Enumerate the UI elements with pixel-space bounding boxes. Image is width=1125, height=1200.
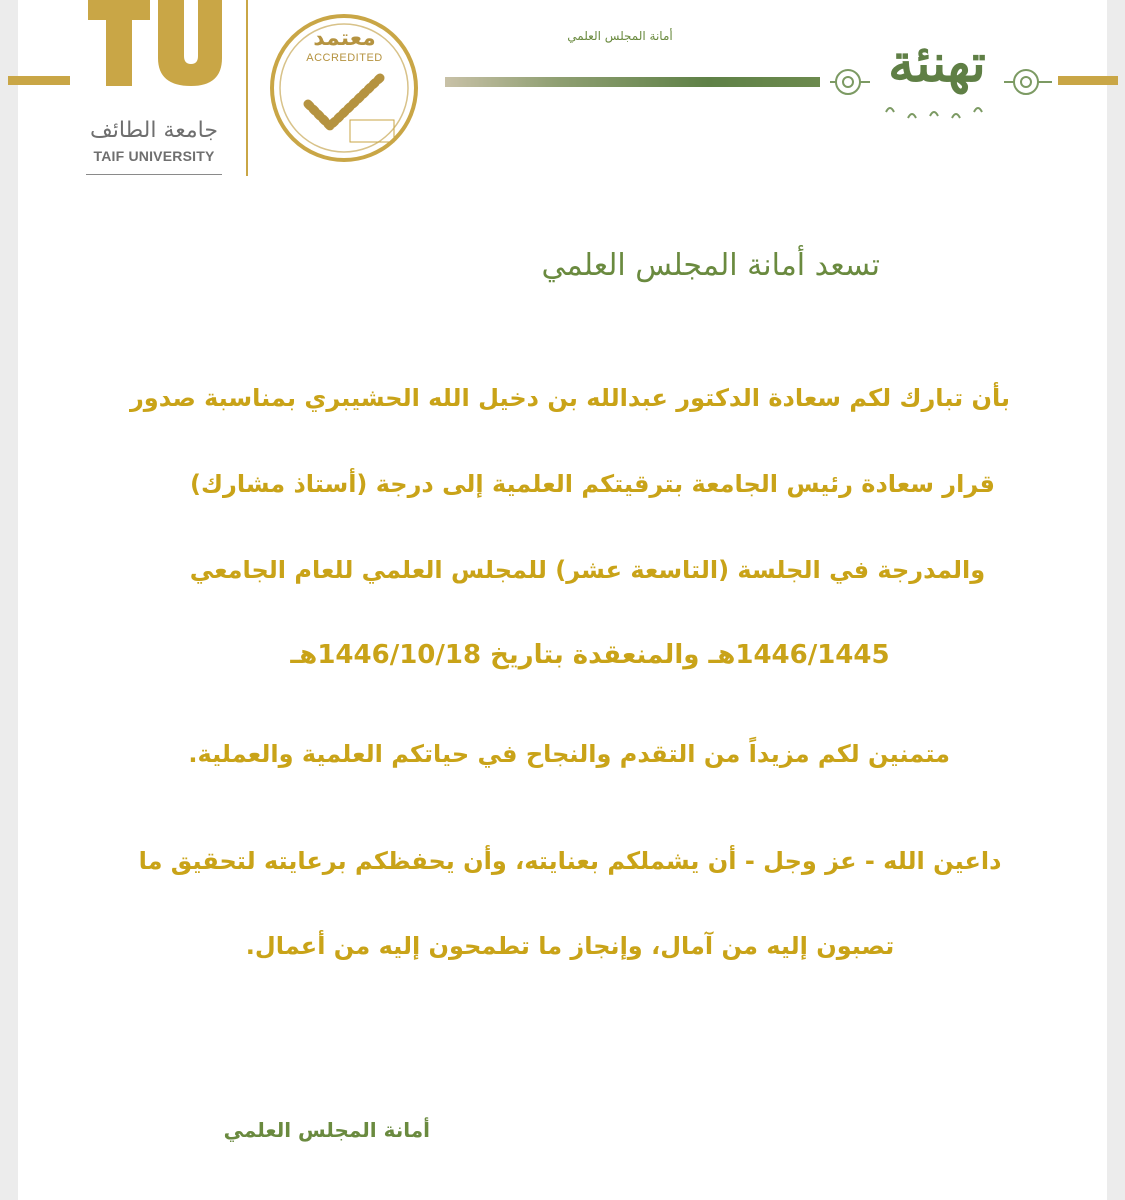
logo-divider xyxy=(246,0,248,176)
header-band-left xyxy=(8,76,70,85)
header-caption: أمانة المجلس العلمي xyxy=(567,29,673,43)
page-edge-left xyxy=(0,0,18,1200)
accreditation-seal xyxy=(268,0,421,176)
wish-line: متمنين لكم مزيداً من التقدم والنجاح في حياتكم العلمية والعملية. xyxy=(188,740,950,768)
paragraph-line-4: 1446/1445هـ والمنعقدة بتاريخ 1446/10/18هـ xyxy=(290,640,890,670)
prayer-line-2: تصبون إليه من آمال، وإنجاز ما تطمحون إليه من أعمال. xyxy=(245,932,895,960)
header-band-right xyxy=(1058,76,1118,85)
tahnia-calligraphy: تهنئة xyxy=(888,33,986,94)
taif-university-logo xyxy=(86,0,226,178)
congratulations-ornament xyxy=(826,20,1056,132)
header-band-middle xyxy=(445,77,820,87)
prayer-line-1: داعين الله - عز وجل - أن يشملكم بعنايته، وأن يحفظكم برعايته لتحقيق ما xyxy=(138,847,1002,875)
page-edge-right xyxy=(1107,0,1125,1200)
seal-arabic-text: معتمد xyxy=(313,26,376,51)
paragraph-line-1: بأن تبارك لكم سعادة الدكتور عبدالله بن دخيل الله الحشيبري بمناسبة صدور xyxy=(129,384,1010,412)
seal-english-text: ACCREDITED xyxy=(306,52,383,64)
letter-signature: أمانة المجلس العلمي xyxy=(223,1118,430,1142)
university-arabic-name: جامعة الطائف xyxy=(90,118,218,143)
university-english-name: TAIF UNIVERSITY xyxy=(93,148,215,164)
tu-letters-graphic xyxy=(86,0,222,86)
logo-underline xyxy=(86,174,222,175)
paragraph-line-3: والمدرجة في الجلسة (التاسعة عشر) للمجلس العلمي للعام الجامعي xyxy=(189,556,986,584)
letter-title: تسعد أمانة المجلس العلمي xyxy=(541,248,880,283)
paragraph-line-2: قرار سعادة رئيس الجامعة بترقيتكم العلمية إلى درجة (أستاذ مشارك) xyxy=(190,470,995,498)
